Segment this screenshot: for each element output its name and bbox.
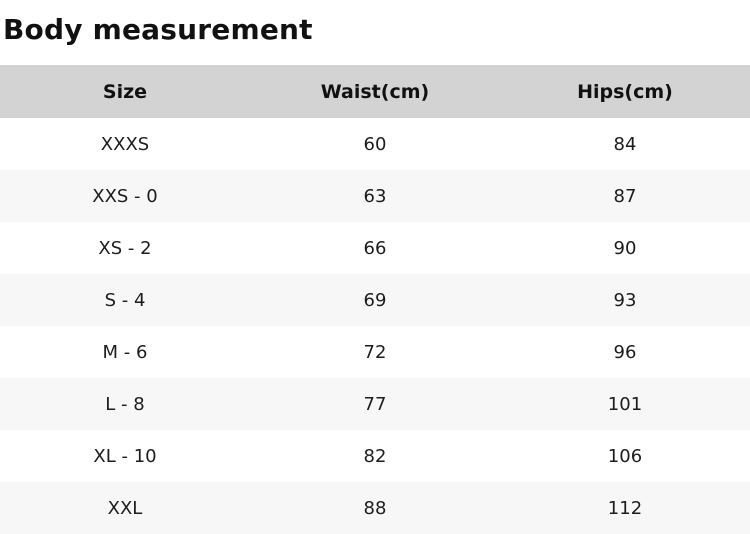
title-bar <box>0 0 750 65</box>
cell-size: S - 4 <box>0 274 250 326</box>
table-row <box>0 482 750 534</box>
header-cell-hips: Hips(cm) <box>500 65 750 118</box>
table-head <box>0 65 750 118</box>
cell-waist: 82 <box>250 430 500 482</box>
table-row <box>0 326 750 378</box>
cell-hips: 106 <box>500 430 750 482</box>
cell-size: XXXS <box>0 118 250 170</box>
cell-waist: 88 <box>250 482 500 534</box>
table-header-row <box>0 65 750 118</box>
header-cell-waist: Waist(cm) <box>250 65 500 118</box>
cell-waist: 72 <box>250 326 500 378</box>
cell-hips: 93 <box>500 274 750 326</box>
cell-waist: 66 <box>250 222 500 274</box>
cell-hips: 112 <box>500 482 750 534</box>
table-row <box>0 222 750 274</box>
body-measurement-table <box>0 65 750 534</box>
cell-waist: 60 <box>250 118 500 170</box>
table-row <box>0 118 750 170</box>
cell-hips: 84 <box>500 118 750 170</box>
table-row <box>0 170 750 222</box>
cell-size: XXS - 0 <box>0 170 250 222</box>
cell-hips: 87 <box>500 170 750 222</box>
table-row <box>0 378 750 430</box>
cell-waist: 77 <box>250 378 500 430</box>
cell-size: XXL <box>0 482 250 534</box>
cell-waist: 63 <box>250 170 500 222</box>
header-cell-size: Size <box>0 65 250 118</box>
cell-waist: 69 <box>250 274 500 326</box>
cell-hips: 96 <box>500 326 750 378</box>
cell-size: L - 8 <box>0 378 250 430</box>
cell-size: XS - 2 <box>0 222 250 274</box>
table-row <box>0 430 750 482</box>
page-title: Body measurement <box>3 13 313 46</box>
table-row <box>0 274 750 326</box>
table-body <box>0 118 750 534</box>
cell-hips: 90 <box>500 222 750 274</box>
cell-size: M - 6 <box>0 326 250 378</box>
cell-size: XL - 10 <box>0 430 250 482</box>
cell-hips: 101 <box>500 378 750 430</box>
